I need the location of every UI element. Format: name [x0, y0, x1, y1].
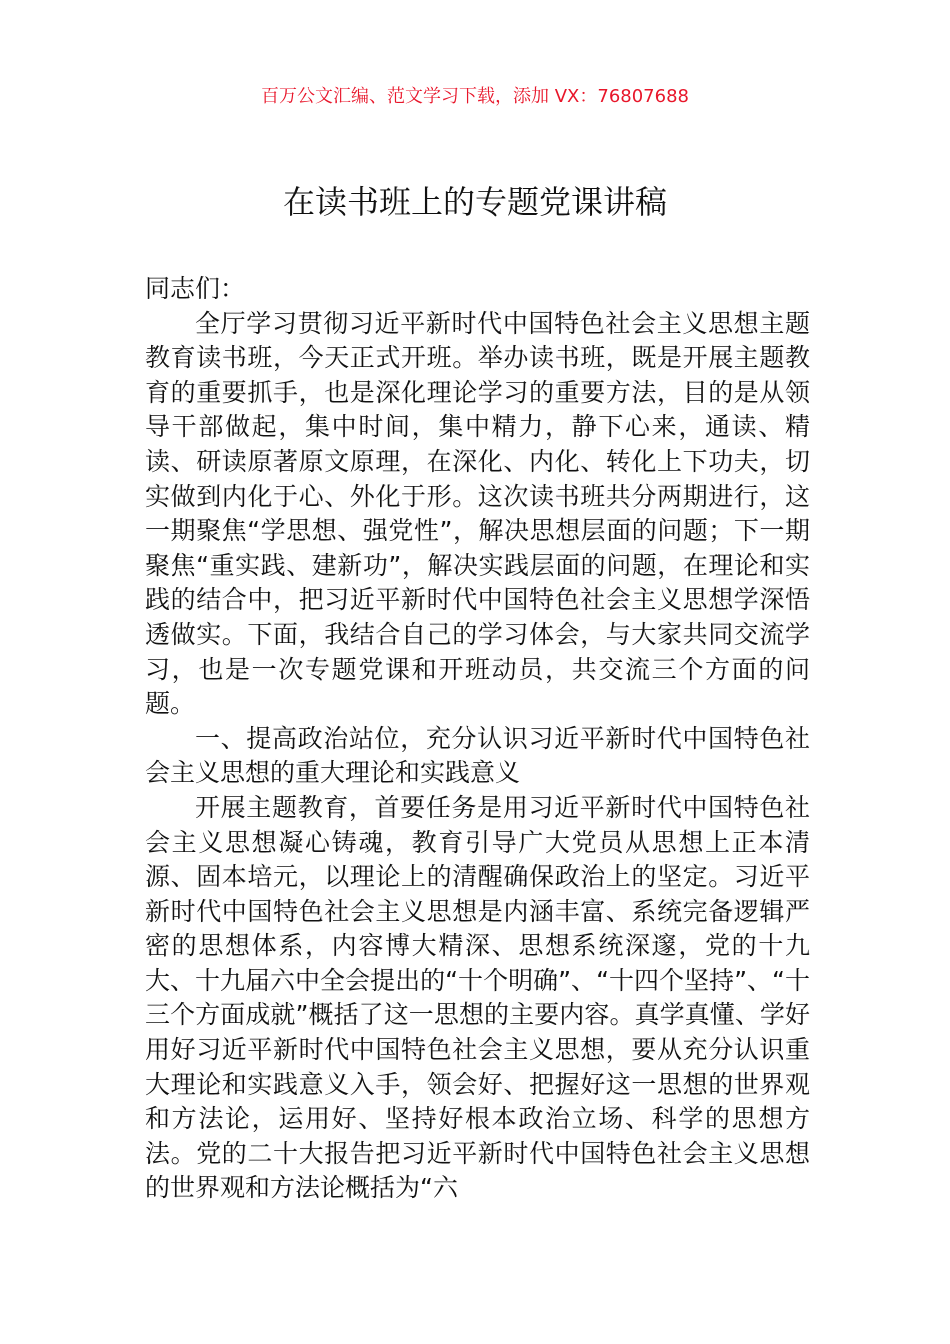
document-title: 在读书班上的专题党课讲稿	[282, 183, 667, 221]
header-banner: 百万公文汇编、范文学习下载，添加 VX：76807688	[261, 86, 689, 107]
document-body	[145, 272, 810, 1206]
salutation: 同志们：	[145, 274, 246, 303]
paragraph-intro: 全厅学习贯彻习近平新时代中国特色社会主义思想主题教育读书班，今天正式开班。举办读书班，既是开展主题教育的重要抓手，也是深化理论学习的重要方法，目的是从领导干部做起，集中时间，集中精力，静下心来，通读、精读、研读原著原文原理，在深化、内化、转化上下功夫，切实做到内化于心、外化于形。这次读书班共分两期进行，这一期聚焦“学思想、强党性”，解决思想层面的问题；下一期聚焦“重实践、建新功”，解决实践层面的问题，在理论和实践的结合中，把习近平新时代中国特色社会主义思想学深悟透做实。下面，我结合自己的学习体会，与大家共同交流学习，也是一次专题党课和开班动员，共交流三个方面的问题。	[145, 308, 810, 719]
paragraph-section-one: 开展主题教育，首要任务是用习近平新时代中国特色社会主义思想凝心铸魂，教育引导广大党员从思想上正本清源、固本培元，以理论上的清醒确保政治上的坚定。习近平新时代中国特色社会主义思想是内涵丰富、系统完备逻辑严密的思想体系，内容博大精深、思想系统深邃，党的十九大、十九届六中全会提出的“十个明确”、“十四个坚持”、“十三个方面成就”概括了这一思想的主要内容。真学真懂、学好用好习近平新时代中国特色社会主义思想，要从充分认识重大理论和实践意义入手，领会好、把握好这一思想的世界观和方法论，运用好、坚持好根本政治立场、科学的思想方法。党的二十大报告把习近平新时代中国特色社会主义思想的世界观和方法论概括为“六	[145, 792, 810, 1203]
section-heading-one: 一、提高政治站位，充分认识习近平新时代中国特色社会主义思想的重大理论和实践意义	[145, 723, 810, 788]
